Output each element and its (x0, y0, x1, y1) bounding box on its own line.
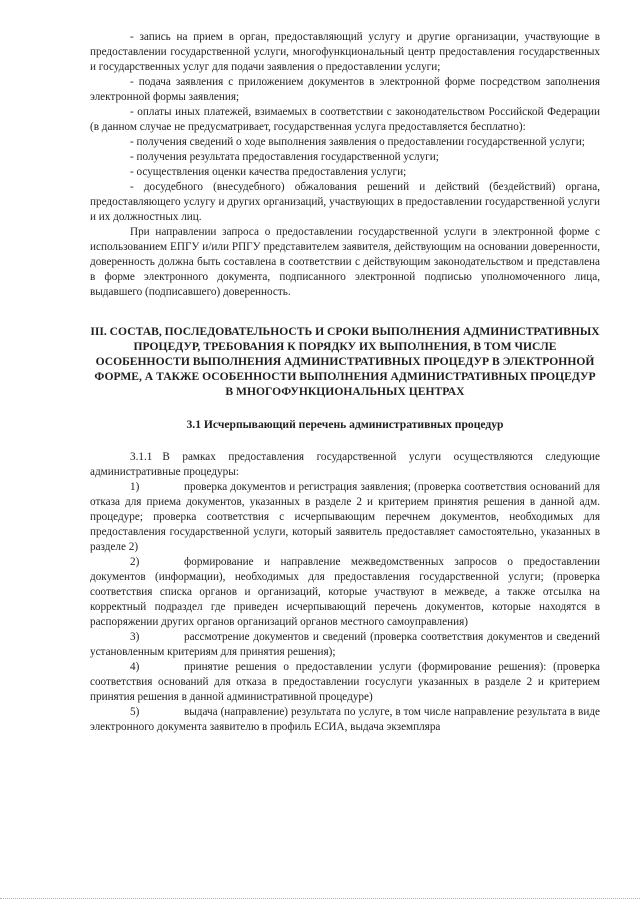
procedure-number: 3) (130, 631, 140, 643)
procedure-text: выдача (направление) результата по услуге, в том числе направление результата в виде электронного документа заявителю в профиль ЕСИА, выдача экземпляра (90, 706, 600, 733)
intro-paragraph (90, 450, 600, 480)
procedure-text: рассмотрение документов и сведений (проверка соответствия документов и сведений установленным критериям для принятия решения); (90, 631, 600, 658)
procedure-item (90, 660, 600, 705)
list-item: - получения сведений о ходе выполнения заявления о предоставлении государственной услуги; (130, 136, 585, 148)
list-item: - запись на прием в орган, предоставляющий услугу и другие организации, участвующие в предоставлении государственной услуги, многофункциональный центр предоставления государственных и государственных услуг для подачи заявления о предоставлении услуги; (90, 31, 600, 73)
procedure-item (90, 555, 600, 630)
list-item: - получения результата предоставления государственной услуги; (130, 151, 439, 163)
subsection-heading: 3.1 Исчерпывающий перечень административных процедур (186, 418, 504, 431)
procedure-item (90, 705, 600, 735)
procedure-number: 2) (130, 556, 140, 568)
procedure-number: 1) (130, 481, 140, 493)
intro-number: 3.1.1 (130, 451, 153, 463)
procedure-number: 4) (130, 661, 140, 673)
procedure-item (90, 480, 600, 555)
scan-edge-divider (0, 898, 640, 899)
procedure-text: принятие решения о предоставлении услуги (формирование решения): (проверка соответствия оснований для отказа в предоставлении госуслуги указанных в разделе 2 и критерием принятия решения в данной административной процедуре) (90, 661, 600, 703)
list-item: - оплаты иных платежей, взимаемых в соответствии с законодательством Российской Федерации (в данном случае не предусматривает, государственная услуга предоставляется бесплатно): (90, 106, 600, 133)
section-heading: III. СОСТАВ, ПОСЛЕДОВАТЕЛЬНОСТЬ И СРОКИ ВЫПОЛНЕНИЯ АДМИНИСТРАТИВНЫХ ПРОЦЕДУР, ТРЕБОВАНИЯ К ПОРЯДКУ ИХ ВЫПОЛНЕНИЯ, В ТОМ ЧИСЛЕ ОСОБЕННОСТИ ВЫПОЛНЕНИЯ АДМИНИСТРАТИВНЫХ ПРОЦЕДУР В ЭЛЕКТРОННОЙ ФОРМЕ, А ТАКЖЕ ОСОБЕННОСТИ ВЫПОЛНЕНИЯ АДМИНИСТРАТИВНЫХ ПРОЦЕДУР В МНОГОФУНКЦИОНАЛЬНЫХ ЦЕНТРАХ (90, 325, 600, 398)
intro-text: В рамках предоставления государственной услуги осуществляются следующие административные процедуры: (90, 451, 600, 478)
paragraph: При направлении запроса о предоставлении государственной услуги в электронной форме с использованием ЕПГУ и/или РПГУ представителем заявителя, действующим на основании доверенности, доверенность должна быть составлена в соответствии с действующим законодательством и представлена в форме электронного документа, подписанного электронной подписью уполномоченного лица, выдавшего (подписавшего) доверенность. (90, 226, 600, 298)
list-item: - досудебного (внесудебного) обжалования решений и действий (бездействий) органа, предоставляющего услугу и других организаций, участвующих в предоставлении государственной услуги и их должностных лиц. (90, 181, 600, 223)
list-item: - осуществления оценки качества предоставления услуги; (130, 166, 407, 178)
procedure-number: 5) (130, 706, 140, 718)
list-item: - подача заявления с приложением документов в электронной форме посредством заполнения электронной формы заявления; (90, 76, 600, 103)
procedure-item (90, 630, 600, 660)
procedure-text: формирование и направление межведомственных запросов о предоставлении документов (информации), необходимых для предоставления государственной услуги; (проверка соответствия списка органов и организаций, которые участвуют в межведе, а также отсылка на корректный подраздел где приведен исчерпывающий перечень документов, которые находятся в распоряжении других органов организаций органов местного самоуправления) (90, 556, 600, 628)
procedure-text: проверка документов и регистрация заявления; (проверка соответствия оснований для отказа для приема документов, указанных в разделе 2 и критерием принятия решения в данной адм. процедуре; проверка соответствия с исчерпывающим перечнем документов, необходимых для предоставления государственной услуги, который заявитель предоставляет самостоятельно, указанных в разделе 2) (90, 481, 600, 553)
